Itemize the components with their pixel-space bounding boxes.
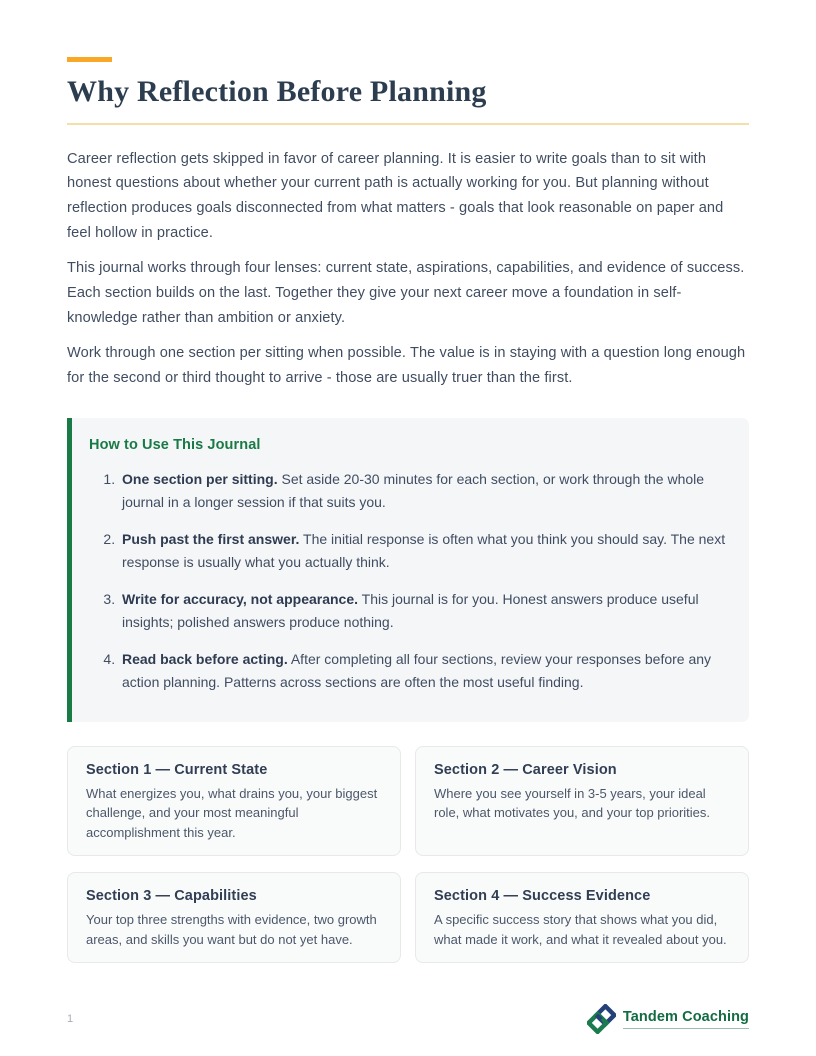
page-content xyxy=(67,57,749,963)
card-description: Your top three strengths with evidence, two growth areas, and skills you want but do not yet have. xyxy=(86,912,377,947)
card-section-2 xyxy=(415,746,749,857)
item-text: This journal is for you. Honest answers produce useful insights; polished answers produce nothing. xyxy=(122,590,699,631)
brand-logo[interactable] xyxy=(587,1004,749,1034)
section-cards-grid xyxy=(67,746,749,964)
item-lead: One section per sitting. xyxy=(122,470,278,487)
card-title: Section 4 — Success Evidence xyxy=(434,888,651,905)
card-description: Where you see yourself in 3-5 years, your ideal role, what motivates you, and your top priorities. xyxy=(434,785,711,821)
card-title: Section 3 — Capabilities xyxy=(86,888,257,905)
page-number: 1 xyxy=(67,1013,74,1025)
page-title: Why Reflection Before Planning xyxy=(67,75,749,125)
card-title: Section 2 — Career Vision xyxy=(434,761,617,778)
callout-heading: How to Use This Journal xyxy=(89,436,261,453)
intro-paragraph: This journal works through four lenses: current state, aspirations, capabilities, and evidence of success. Each section builds on the last. Together they give your next career move a foundation in self-knowledge rather than ambition or anxiety. xyxy=(67,260,745,326)
intro-paragraph: Career reflection gets skipped in favor of career planning. It is easier to write goals than to sit with honest questions about whether your current path is actually working for you. But planning without reflection produces goals disconnected from what matters - goals that look reasonable on paper and feel hollow in practice. xyxy=(67,150,724,241)
item-lead: Push past the first answer. xyxy=(122,530,300,547)
item-text: The initial response is often what you think you should say. The next response is usually what you actually think. xyxy=(122,530,726,571)
card-section-4 xyxy=(415,872,749,963)
accent-bar xyxy=(67,57,112,62)
item-text: Set aside 20-30 minutes for each section, or work through the whole journal in a longer session if that suits you. xyxy=(122,470,705,511)
callout-list-item xyxy=(119,468,727,515)
card-section-3 xyxy=(67,872,401,963)
item-lead: Read back before acting. xyxy=(122,650,288,667)
card-section-1 xyxy=(67,746,401,857)
card-title: Section 1 — Current State xyxy=(86,761,268,778)
callout-list-item xyxy=(119,528,727,575)
callout-list xyxy=(89,468,727,695)
how-to-use-callout xyxy=(67,418,749,722)
page-footer xyxy=(67,1004,749,1034)
intro-paragraph: Work through one section per sitting when possible. The value is in staying with a question long enough for the second or third thought to arrive - those are usually truer than the first. xyxy=(67,345,746,387)
intro-section xyxy=(67,147,749,391)
card-description: A specific success story that shows what you did, what made it work, and what it revealed about you. xyxy=(434,912,727,947)
callout-list-item xyxy=(119,648,727,695)
callout-list-item xyxy=(119,588,727,635)
card-description: What energizes you, what drains you, your biggest challenge, and your most meaningful accomplishment this year. xyxy=(86,785,378,840)
item-text: After completing all four sections, review your responses before any action planning. Patterns across sections are often the most useful finding. xyxy=(122,650,712,691)
interlocking-diamonds-icon xyxy=(587,1004,616,1034)
brand-name: Tandem Coaching xyxy=(623,1009,749,1029)
item-lead: Write for accuracy, not appearance. xyxy=(122,590,359,607)
